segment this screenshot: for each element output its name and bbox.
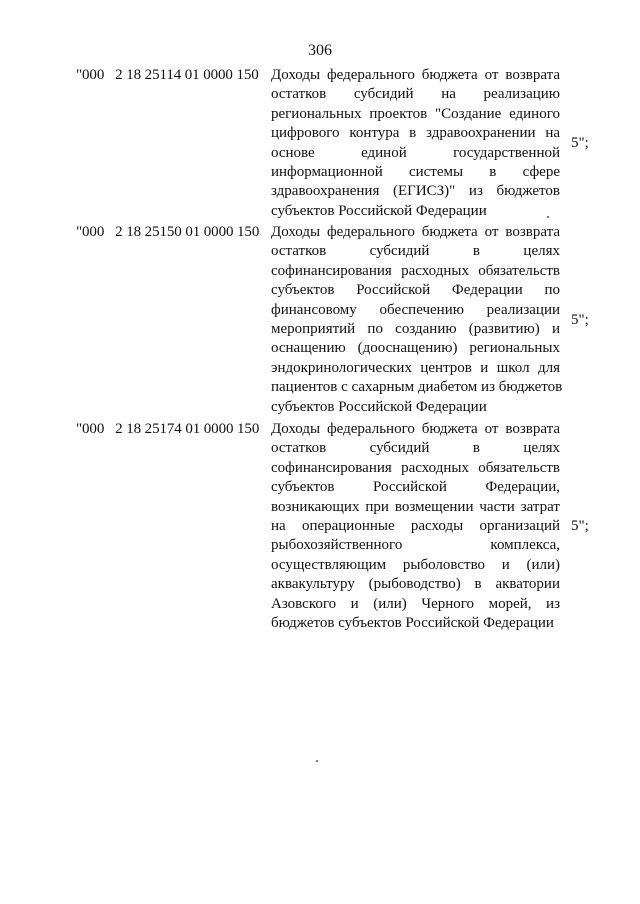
standard-percent: 5"; bbox=[571, 518, 589, 534]
description-line: остатков субсидий в целях bbox=[271, 440, 560, 457]
description-line: основе единой государственной bbox=[271, 144, 560, 161]
description-line: оснащению (дооснащению) региональных bbox=[271, 340, 560, 357]
description-line: здравоохранения (ЕГИСЗ)" из бюджетов bbox=[271, 183, 560, 200]
description-line: субъектов Российской Федерации, bbox=[271, 479, 560, 496]
description-line: финансовому обеспечению реализации bbox=[271, 301, 560, 318]
income-description bbox=[271, 223, 563, 417]
description-line: Азовского и (или) Черного морей, из bbox=[271, 595, 560, 612]
budget-classification-code: "000 2 18 25174 01 0000 150 bbox=[76, 421, 260, 437]
description-line: бюджетов субъектов Российской Федерации bbox=[271, 615, 554, 632]
income-description bbox=[271, 420, 560, 633]
description-line: софинансирования расходных обязательств bbox=[271, 459, 560, 476]
scan-speck bbox=[316, 760, 318, 762]
budget-classification-code: "000 2 18 25114 01 0000 150 bbox=[76, 67, 259, 83]
description-line: софинансирования расходных обязательств bbox=[271, 262, 560, 279]
description-line: мероприятий по созданию (развитию) и bbox=[271, 321, 560, 338]
description-line: возникающих при возмещении части затрат bbox=[271, 498, 560, 515]
budget-classification-code: "000 2 18 25150 01 0000 150 bbox=[76, 224, 260, 240]
description-line: региональных проектов "Создание единого bbox=[271, 105, 560, 122]
description-line: информационной системы в сфере bbox=[271, 164, 560, 181]
description-line: аквакультуру (рыбоводство) в акватории bbox=[271, 576, 560, 593]
description-line: цифрового контура в здравоохранении на bbox=[271, 125, 560, 142]
description-line: Доходы федерального бюджета от возврата bbox=[271, 421, 560, 437]
description-line: остатков субсидий на реализацию bbox=[271, 86, 560, 103]
description-line: на операционные расходы организаций bbox=[271, 518, 560, 535]
description-line: пациентов с сахарным диабетом из бюджетов bbox=[271, 379, 563, 396]
description-line: рыбохозяйственного комплекса, bbox=[271, 537, 560, 554]
standard-percent: 5"; bbox=[571, 135, 589, 151]
description-line: эндокринологических центров и школ для bbox=[271, 359, 560, 376]
description-line: Доходы федерального бюджета от возврата bbox=[271, 67, 560, 83]
standard-percent: 5"; bbox=[571, 312, 589, 328]
description-line: осуществляющим рыболовство и (или) bbox=[271, 556, 560, 573]
page-number: 306 bbox=[308, 42, 332, 59]
description-line: субъектов Российской Федерации bbox=[271, 202, 487, 219]
description-line: субъектов Российской Федерации bbox=[271, 398, 487, 415]
scan-speck bbox=[547, 216, 549, 218]
description-line: остатков субсидий в целях bbox=[271, 243, 560, 260]
description-line: субъектов Российской Федерации по bbox=[271, 282, 560, 299]
income-description bbox=[271, 66, 560, 221]
description-line: Доходы федерального бюджета от возврата bbox=[271, 224, 560, 240]
